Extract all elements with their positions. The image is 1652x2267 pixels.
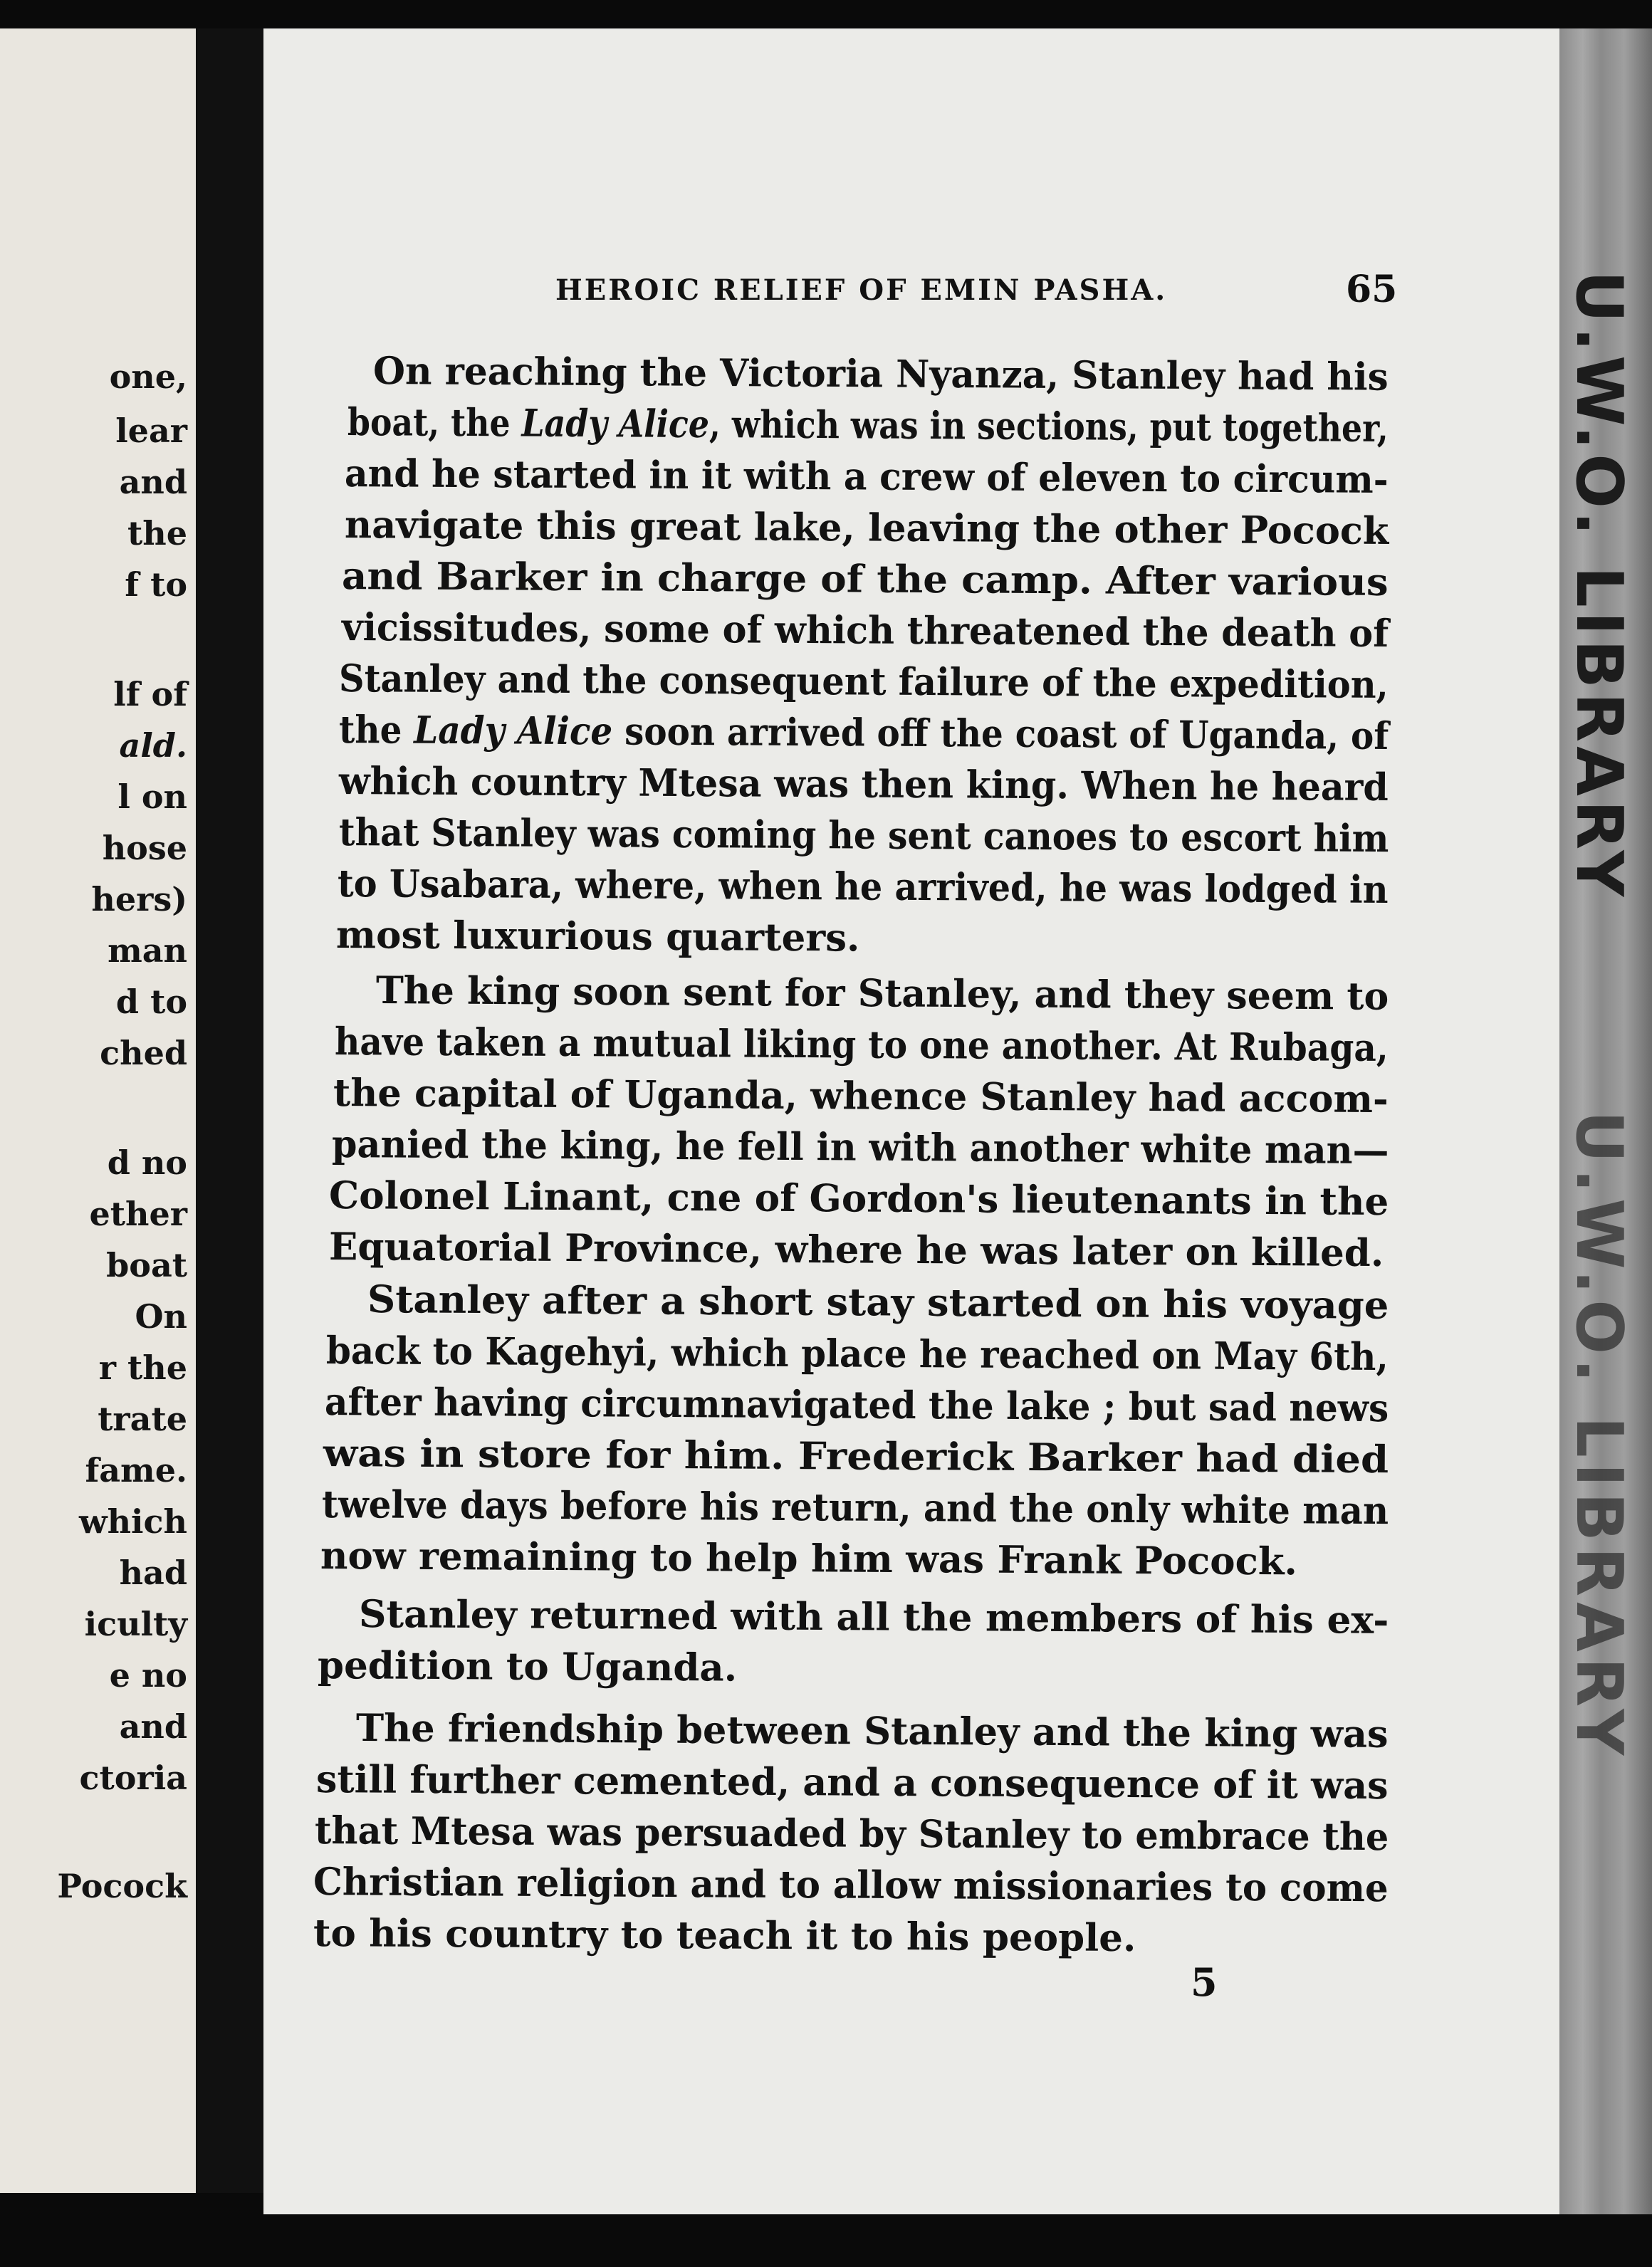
text-line: and Barker in charge of the camp. After various xyxy=(341,554,1389,604)
text-segment: soon arrived off the coast of Uganda, of xyxy=(612,709,1389,759)
left-fragment: which xyxy=(79,1502,187,1541)
left-fragment: On xyxy=(135,1297,187,1336)
signature-mark: 5 xyxy=(1191,1959,1218,2005)
left-fragment: Pocock xyxy=(57,1867,187,1905)
text-line: Stanley and the consequent failure of the expedition, xyxy=(338,656,1389,708)
left-fragment: and xyxy=(119,463,187,501)
text-line: The friendship between Stanley and the king was xyxy=(355,1706,1389,1756)
boat-name: Lady Alice xyxy=(414,708,613,754)
left-fragment: one, xyxy=(109,357,187,396)
text-line xyxy=(347,400,1389,451)
left-fragment: trate xyxy=(98,1400,187,1438)
boat-name: Lady Alice xyxy=(521,401,710,447)
text-line: Christian religion and to allow missionaries to come xyxy=(313,1860,1389,1911)
text-line: back to Kagehyi, which place he reached on May 6th, xyxy=(325,1329,1389,1380)
left-fragment: e no xyxy=(109,1656,187,1695)
text-segment: the xyxy=(338,708,414,753)
left-fragment: boat xyxy=(106,1246,187,1284)
left-fragment: and xyxy=(119,1707,187,1746)
left-fragment: ald. xyxy=(119,726,187,765)
text-line: the capital of Uganda, whence Stanley had accom- xyxy=(333,1071,1389,1122)
text-line: panied the king, he fell in with another white man— xyxy=(331,1122,1389,1173)
text-line: The king soon sent for Stanley, and they seem to xyxy=(375,968,1389,1019)
left-fragment: iculty xyxy=(84,1605,187,1643)
left-fragment: lear xyxy=(115,412,187,450)
left-fragment: hers) xyxy=(91,880,187,918)
left-fragment: l on xyxy=(117,778,187,816)
text-segment: , which was in sections, put together, xyxy=(709,402,1389,451)
text-line: was in store for him. Frederick Barker had died xyxy=(323,1431,1389,1482)
book-gutter xyxy=(196,28,263,2193)
left-fragment: r the xyxy=(98,1349,187,1387)
left-fragment: ched xyxy=(100,1034,187,1072)
text-line: have taken a mutual liking to one another. At Rubaga, xyxy=(334,1020,1389,1071)
text-line: Stanley returned with all the members of his ex- xyxy=(358,1592,1389,1643)
text-line: after having circumnavigated the lake ; but sad news xyxy=(324,1380,1389,1431)
left-fragment: d to xyxy=(115,983,187,1021)
text-line: most luxurious quarters. xyxy=(335,913,860,960)
text-line: to his country to teach it to his people. xyxy=(313,1911,1136,1961)
text-line: Colonel Linant, cne of Gordon's lieutenants in the xyxy=(328,1173,1389,1225)
running-head: HEROIC RELIEF OF EMIN PASHA. xyxy=(555,273,1168,307)
text-line: that Stanley was coming he sent canoes to escort him xyxy=(338,810,1389,862)
text-line: Equatorial Province, where he was later on killed. xyxy=(328,1225,1384,1276)
text-line: Stanley after a short stay started on his voyage xyxy=(367,1277,1389,1328)
left-fragment: lf of xyxy=(113,675,187,713)
left-fragment: had xyxy=(119,1554,187,1592)
text-line: to Usabara, where, when he arrived, he was lodged in xyxy=(337,862,1389,913)
text-line: navigate this great lake, leaving the other Pocock xyxy=(344,503,1389,553)
text-line: and he started in it with a crew of eleven to circum- xyxy=(344,451,1389,502)
text-segment: boat, the xyxy=(347,400,522,446)
library-stamp-faint: U.W.O. LIBRARY xyxy=(1562,1111,1636,1761)
page-number: 65 xyxy=(1346,268,1398,311)
text-line: which country Mtesa was then king. When he heard xyxy=(338,759,1389,810)
left-fragment: man xyxy=(108,931,187,970)
text-line: vicissitudes, some of which threatened the death of xyxy=(341,605,1389,656)
left-fragment: d no xyxy=(107,1143,187,1182)
text-line xyxy=(339,708,1389,758)
text-line: that Mtesa was persuaded by Stanley to embrace the xyxy=(314,1808,1389,1860)
text-line: now remaining to help him was Frank Pocock. xyxy=(320,1534,1298,1584)
left-fragment: the xyxy=(127,514,187,553)
library-stamp: U.W.O. LIBRARY xyxy=(1562,271,1636,901)
left-fragment: ctoria xyxy=(79,1759,187,1797)
left-fragment: f to xyxy=(125,565,187,604)
text-line: still further cemented, and a consequence of it was xyxy=(315,1757,1389,1808)
text-line: pedition to Uganda. xyxy=(317,1643,738,1690)
previous-page-fragment xyxy=(0,28,196,2193)
left-fragment: ether xyxy=(89,1195,187,1233)
text-line: On reaching the Victoria Nyanza, Stanley had his xyxy=(372,349,1389,399)
left-fragment: hose xyxy=(102,829,187,867)
left-fragment: fame. xyxy=(85,1451,187,1489)
text-line: twelve days before his return, and the only white man xyxy=(321,1482,1389,1534)
